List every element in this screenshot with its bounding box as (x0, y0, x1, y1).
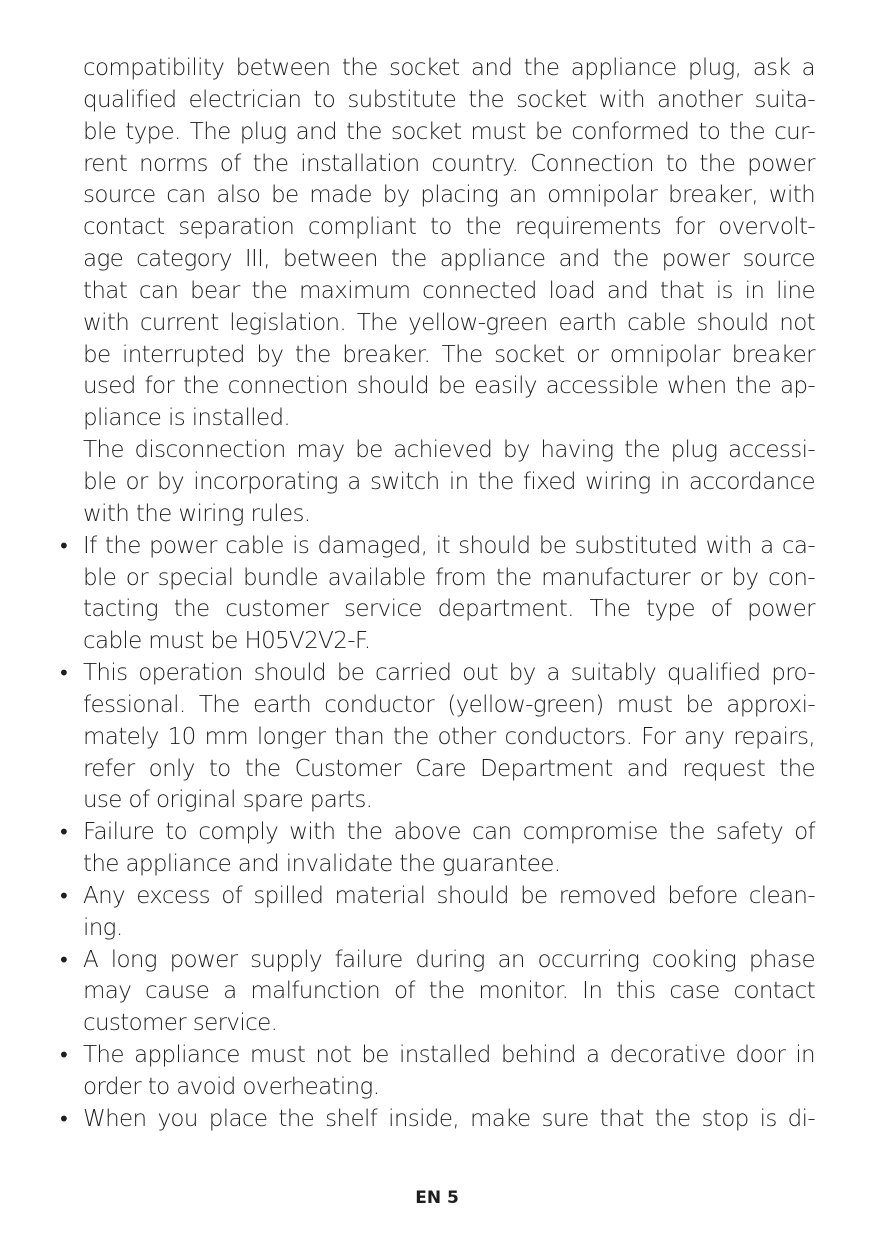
disconnection-paragraph (83, 435, 815, 531)
text-line: This operation should be carried out by a suitably qualified pro- (83, 660, 815, 687)
bullet-icon: • (58, 820, 70, 845)
text-line: that can bear the maximum connected load and that is in line (83, 277, 815, 304)
list-item (58, 881, 815, 945)
text-line: may cause a malfunction of the monitor. In this case contact (83, 978, 815, 1005)
text-line: with current legislation. The yellow-green earth cable should not (83, 309, 815, 336)
list-item (58, 1040, 815, 1104)
text-line: ble or by incorporating a switch in the fixed wiring in accordance (83, 468, 815, 495)
text-line: refer only to the Customer Care Department and request the (83, 755, 815, 782)
bullet-icon: • (58, 883, 70, 908)
list-item (58, 531, 815, 658)
text-line: age category III, between the appliance and the power source (83, 246, 815, 273)
text-line: Any excess of spilled material should be removed before clean- (83, 882, 815, 909)
text-line: contact separation compliant to the requirements for overvolt- (83, 214, 815, 241)
bullet-icon: • (58, 947, 70, 972)
text-line: the appliance and invalidate the guarantee. (83, 851, 561, 878)
bullet-icon: • (58, 533, 70, 558)
text-line: If the power cable is damaged, it should be substituted with a ca- (83, 532, 815, 559)
list-item (58, 817, 815, 881)
text-line: mately 10 mm longer than the other conductors. For any repairs, (83, 723, 815, 750)
intro-paragraph (83, 53, 815, 435)
text-line: cable must be H05V2V2-F. (83, 628, 371, 655)
bullet-icon: • (58, 1043, 70, 1068)
text-line: use of original spare parts. (83, 787, 373, 814)
text-line: order to avoid overheating. (83, 1074, 380, 1100)
text-line: ble or special bundle available from the manufacturer or by con- (83, 564, 815, 591)
text-line: rent norms of the installation country. Connection to the power (83, 150, 815, 177)
text-line: Failure to comply with the above can compromise the safety of (83, 819, 815, 846)
text-line: be interrupted by the breaker. The socket or omnipolar breaker (83, 341, 815, 368)
text-line: customer service. (83, 1010, 278, 1037)
text-line: qualified electrician to substitute the socket with another suita- (83, 86, 815, 113)
bullet-list (58, 531, 815, 1136)
page-number: EN 5 (415, 1188, 459, 1208)
text-line: tacting the customer service department. The type of power (83, 596, 815, 623)
list-item (58, 1104, 815, 1136)
text-line: ing. (83, 914, 123, 941)
list-item (58, 945, 815, 1041)
document-body (58, 53, 815, 1136)
list-item (58, 658, 815, 817)
text-line: fessional. The earth conductor (yellow-green) must be approxi- (83, 691, 815, 718)
text-line: The disconnection may be achieved by having the plug accessi- (83, 437, 815, 464)
bullet-icon: • (58, 661, 70, 686)
text-line: The appliance must not be installed behind a decorative door in (83, 1042, 815, 1069)
text-line: pliance is installed. (83, 405, 291, 432)
text-line: When you place the shelf inside, make sure that the stop is di- (83, 1105, 815, 1132)
text-line: compatibility between the socket and the appliance plug, ask a (83, 55, 815, 81)
text-line: ble type. The plug and the socket must be conformed to the cur- (83, 118, 815, 145)
bullet-icon: • (58, 1106, 70, 1131)
text-line: with the wiring rules. (83, 500, 311, 527)
text-line: used for the connection should be easily accessible when the ap- (83, 373, 815, 400)
text-line: A long power supply failure during an occurring cooking phase (83, 946, 815, 973)
text-line: source can also be made by placing an omnipolar breaker, with (83, 182, 815, 209)
